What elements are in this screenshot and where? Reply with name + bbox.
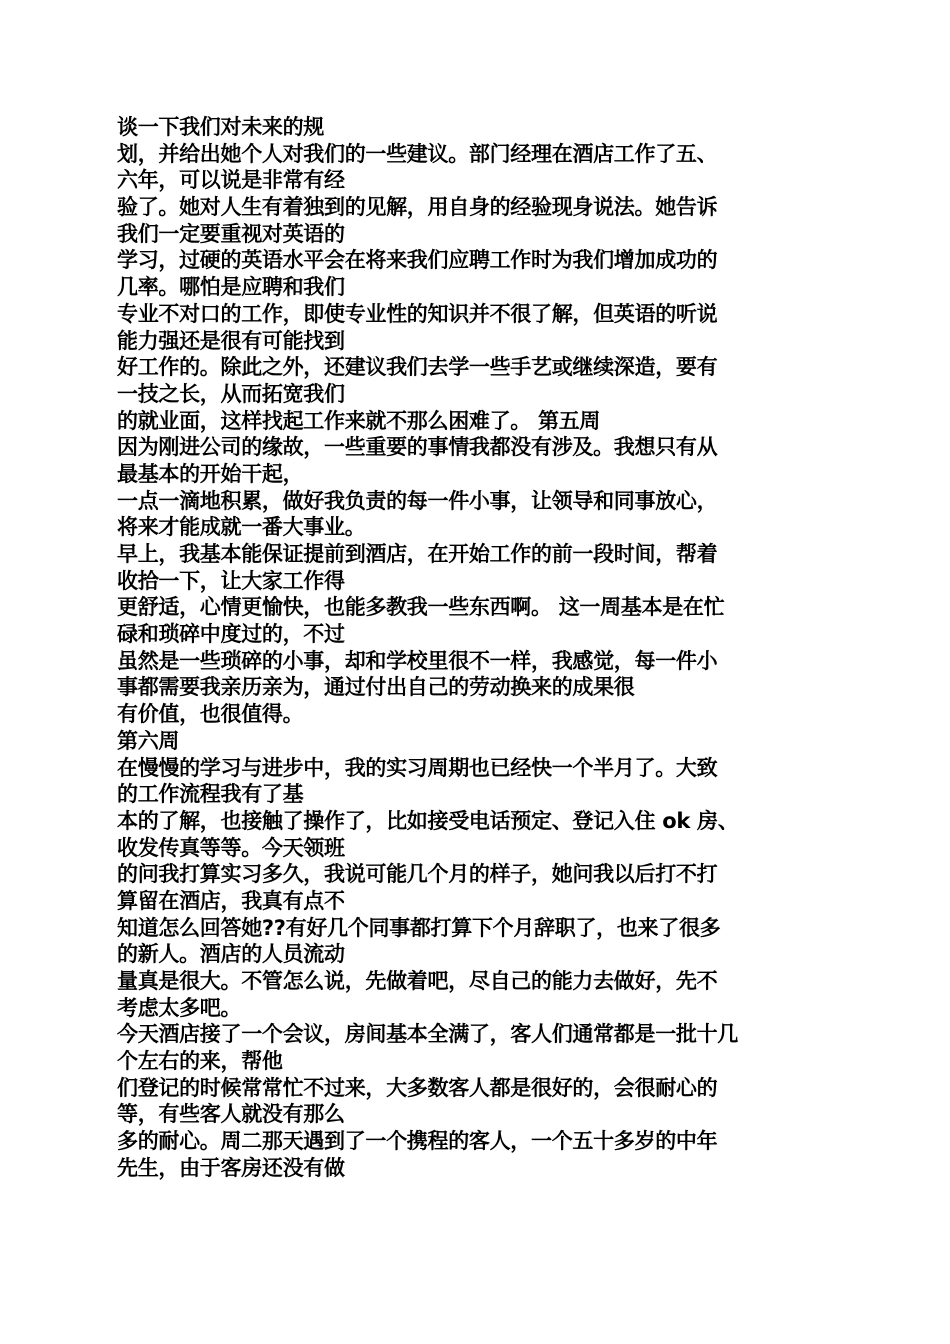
text-line: 学习，过硬的英语水平会在将来我们应聘工作时为我们增加成功的 (117, 248, 718, 273)
text-line: 我们一定要重视对英语的 (117, 221, 345, 246)
text-line: 考虑太多吧。 (117, 995, 242, 1020)
text-line: 更舒适，心情更愉快，也能多教我一些东西啊。 这一周基本是在忙 (117, 595, 725, 620)
text-line: 谈一下我们对未来的规 (117, 115, 324, 139)
text-line: 的就业面，这样找起工作来就不那么困难了。 第五周 (117, 408, 601, 433)
text-line: 几率。哪怕是应聘和我们 (117, 275, 345, 300)
text-line: 个左右的来，帮他 (117, 1049, 283, 1074)
text-line: 的问我打算实习多久，我说可能几个月的样子，她问我以后打不打 (117, 862, 718, 887)
text-line: 多的耐心。周二那天遇到了一个携程的客人，一个五十多岁的中年 (117, 1129, 718, 1154)
text-line: 的工作流程我有了基 (117, 782, 304, 807)
text-line: 事都需要我亲历亲为，通过付出自己的劳动换来的成果很 (117, 675, 635, 700)
text-line: 六年，可以说是非常有经 (117, 168, 345, 193)
text-line: 们登记的时候常常忙不过来，大多数客人都是很好的，会很耐心的 (117, 1075, 718, 1100)
text-line: 最基本的开始干起， (117, 461, 304, 486)
text-line: 验了。她对人生有着独到的见解，用自身的经验现身说法。她告诉 (117, 195, 718, 220)
text-line: 本的了解，也接触了操作了，比如接受电话预定、登记入住 ok 房、 (117, 808, 739, 833)
text-line: 在慢慢的学习与进步中，我的实习周期也已经快一个半月了。大致 (117, 755, 718, 780)
text-line: 专业不对口的工作，即使专业性的知识并不很了解，但英语的听说 (117, 301, 718, 326)
text-line: 划，并给出她个人对我们的一些建议。部门经理在酒店工作了五、 (117, 141, 718, 166)
text-line: 的新人。酒店的人员流动 (117, 942, 345, 967)
text-line: 今天酒店接了一个会议，房间基本全满了，客人们通常都是一批十几 (117, 1022, 738, 1047)
text-line: 知道怎么回答她??有好几个同事都打算下个月辞职了，也来了很多 (117, 915, 721, 940)
text-line: 算留在酒店，我真有点不 (117, 888, 345, 913)
text-line: 虽然是一些琐碎的小事，却和学校里很不一样，我感觉，每一件小 (117, 648, 718, 673)
text-line: 先生，由于客房还没有做 (117, 1155, 345, 1180)
document-body-text (117, 114, 837, 1182)
text-line: 收发传真等等。今天领班 (117, 835, 345, 860)
section-heading: 第六周 (117, 728, 180, 753)
text-line: 好工作的。除此之外，还建议我们去学一些手艺或继续深造，要有 (117, 355, 718, 380)
text-line: 一技之长，从而拓宽我们 (117, 381, 345, 406)
text-line: 早上，我基本能保证提前到酒店，在开始工作的前一段时间，帮着 (117, 542, 718, 566)
text-line: 一点一滴地积累，做好我负责的每一件小事，让领导和同事放心， (117, 488, 718, 513)
text-line: 等，有些客人就没有那么 (117, 1102, 345, 1127)
text-line: 因为刚进公司的缘故，一些重要的事情我都没有涉及。我想只有从 (117, 435, 718, 460)
text-line: 有价值，也很值得。 (117, 702, 304, 727)
text-line: 量真是很大。不管怎么说，先做着吧，尽自己的能力去做好，先不 (117, 969, 718, 993)
text-line: 能力强还是很有可能找到 (117, 328, 345, 353)
text-line: 收拾一下，让大家工作得 (117, 568, 345, 593)
text-line: 碌和琐碎中度过的，不过 (117, 622, 345, 647)
text-line: 将来才能成就一番大事业。 (117, 515, 366, 540)
